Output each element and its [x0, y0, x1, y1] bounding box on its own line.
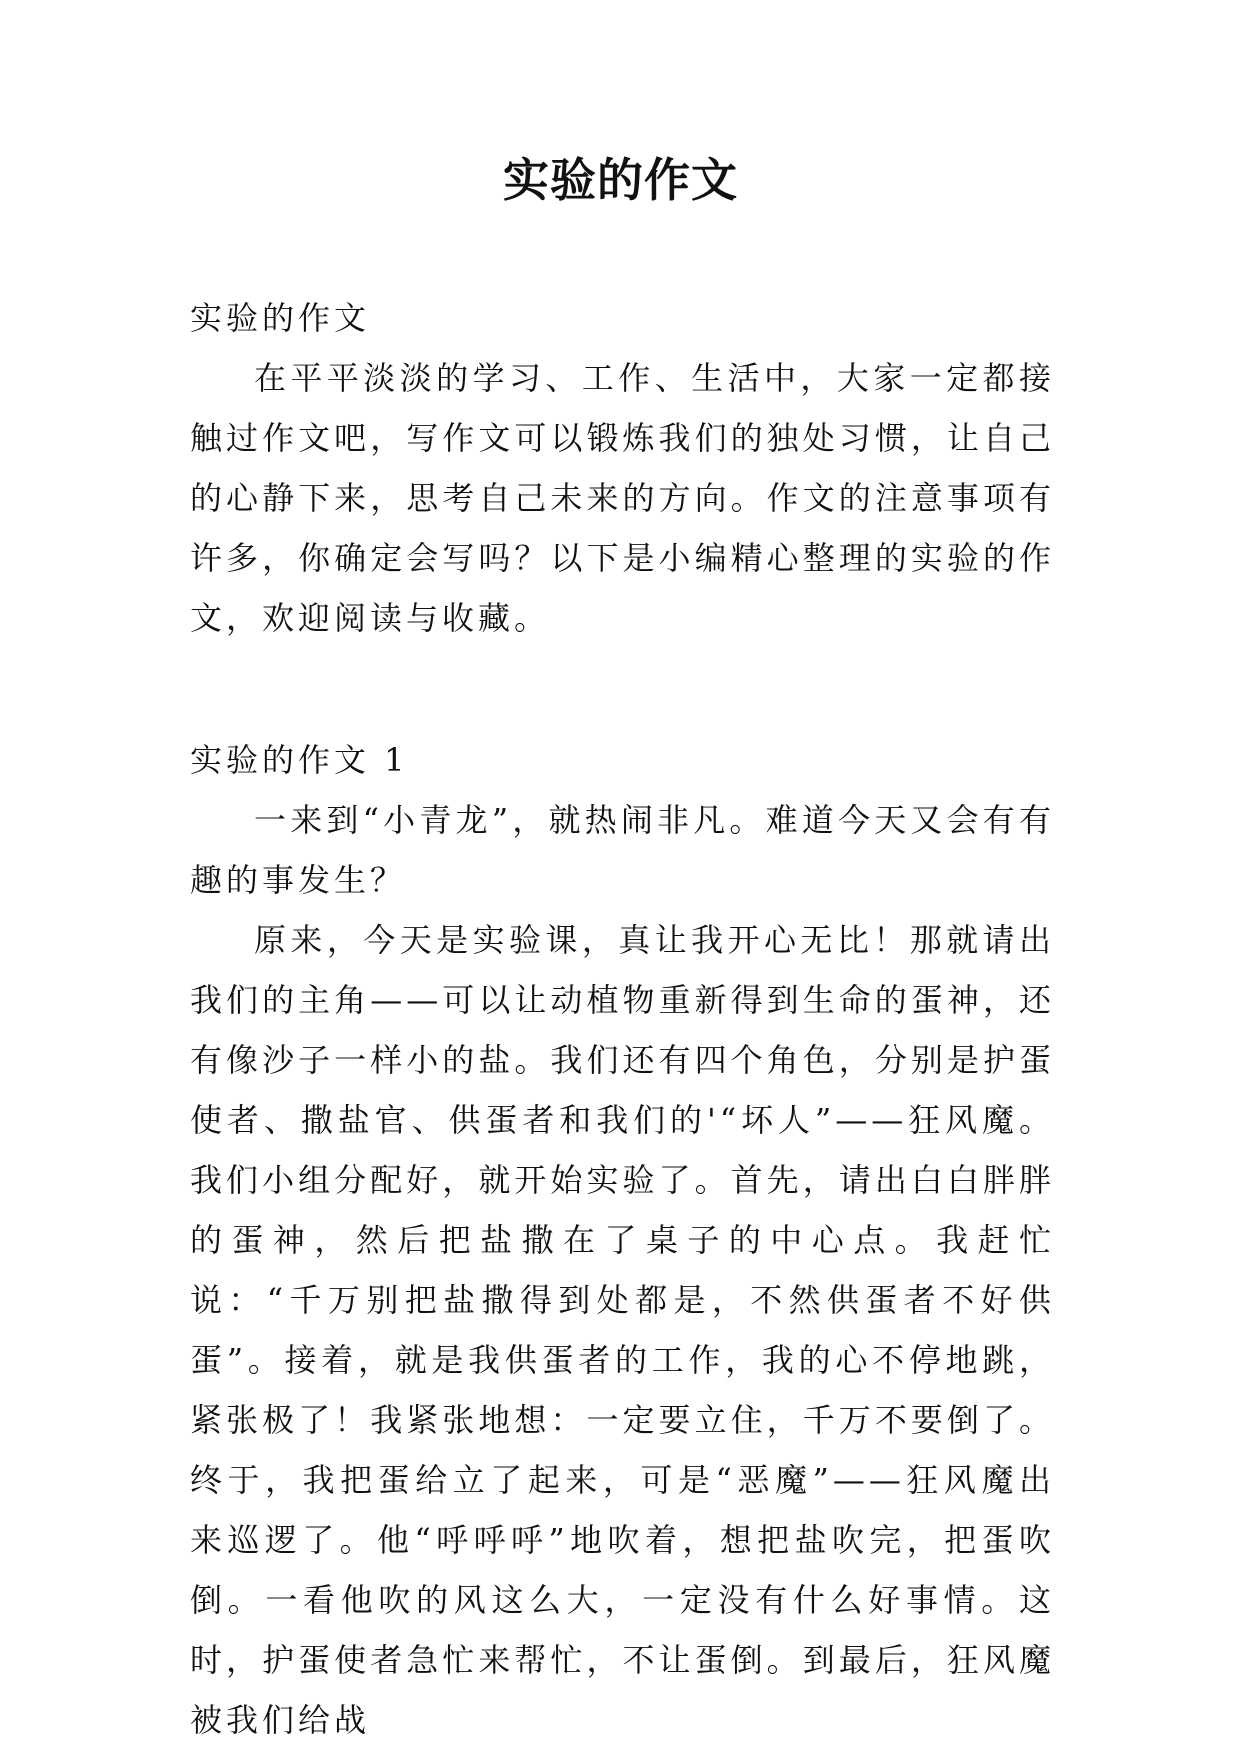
intro-heading: 实验的作文: [190, 299, 371, 337]
document-title: 实验的作文: [503, 153, 738, 207]
document-body: [190, 288, 1055, 1750]
intro-paragraph: 在平平淡淡的学习、工作、生活中，大家一定都接触过作文吧，写作文可以锻炼我们的独处习惯，让自己的心静下来，思考自己未来的方向。作文的注意事项有许多，你确定会写吗？以下是小编精心整理的实验的作文，欢迎阅读与收藏。: [190, 359, 1055, 637]
essay-1-heading: 实验的作文 1: [190, 741, 409, 779]
section-spacer: [190, 648, 1055, 730]
essay-1-paragraph-1: 一来到“小青龙”，就热闹非凡。难道今天又会有有趣的事发生？: [190, 801, 1055, 899]
essay-1-paragraph-2: 原来，今天是实验课，真让我开心无比！那就请出我们的主角——可以让动植物重新得到生命的蛋神，还有像沙子一样小的盐。我们还有四个角色，分别是护蛋使者、撒盐官、供蛋者和我们的'“坏人”——狂风魔。我们小组分配好，就开始实验了。首先，请出白白胖胖的蛋神，然后把盐撒在了桌子的中心点。我赶忙说：“千万别把盐撒得到处都是，不然供蛋者不好供蛋”。接着，就是我供蛋者的工作，我的心不停地跳，紧张极了！我紧张地想：一定要立住，千万不要倒了。终于，我把蛋给立了起来，可是“恶魔”——狂风魔出来巡逻了。他“呼呼呼”地吹着，想把盐吹完，把蛋吹倒。一看他吹的风这么大，一定没有什么好事情。这时，护蛋使者急忙来帮忙，不让蛋倒。到最后，狂风魔被我们给战: [190, 921, 1055, 1739]
